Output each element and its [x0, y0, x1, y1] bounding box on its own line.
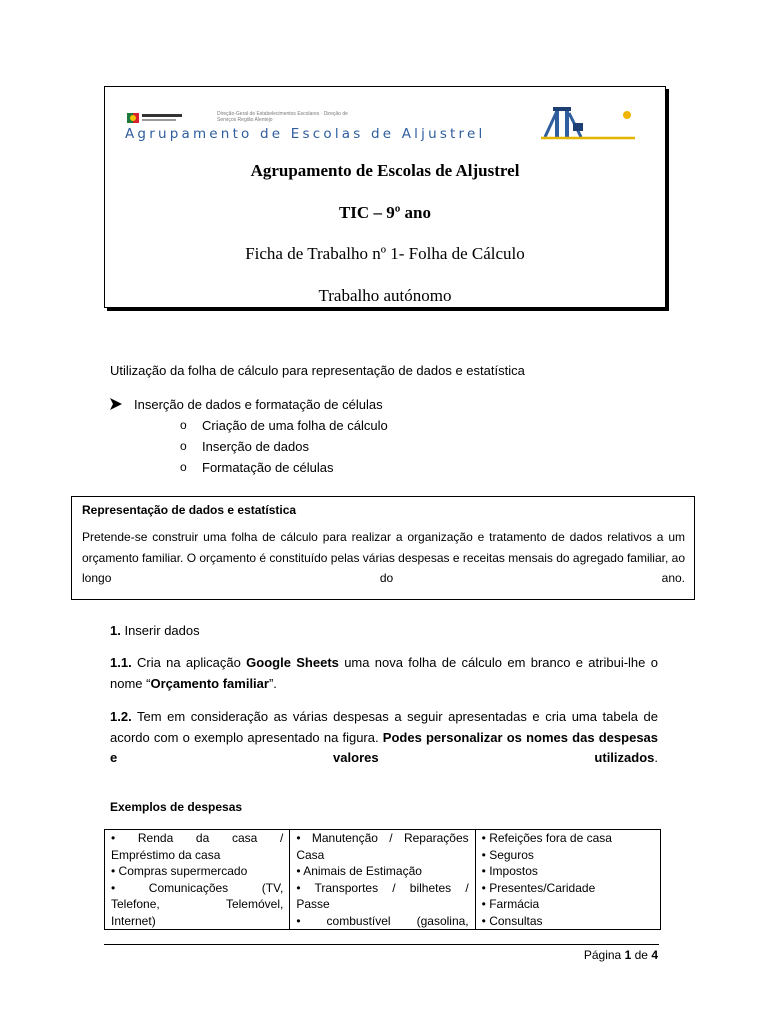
expense-line: • Manutenção / Reparações [296, 831, 469, 845]
worksheet-title: Ficha de Trabalho nº 1- Folha de Cálculo [245, 244, 525, 263]
expense-line: Empréstimo da casa [111, 847, 221, 862]
arrow-bullet-icon [110, 398, 122, 410]
expense-line: • Animais de Estimação [296, 864, 422, 878]
aljustrel-mine-logo-icon [541, 105, 641, 141]
section-text: Inserir dados [124, 623, 200, 638]
expenses-column-2 [290, 830, 475, 930]
course-title: TIC – 9º ano [338, 203, 432, 222]
representation-title: Representação de dados e estatística [82, 503, 297, 517]
section-text: Tem em consideração as várias despesas a seguir apresentadas e cria uma tabela de acordo com o exemplo apresentado na figura. [110, 709, 658, 745]
section-text: Cria na aplicação [137, 655, 241, 670]
footer-divider [104, 944, 659, 945]
page-total: 4 [651, 948, 658, 962]
portugal-government-logo-icon [127, 111, 187, 125]
expense-line: • combustível (gasolina, [296, 913, 469, 928]
table-row [105, 830, 661, 930]
section-number: 1.2. [110, 709, 132, 724]
page-number: 1 [624, 948, 632, 962]
topic-main: Inserção de dados e formatação de células [134, 397, 383, 412]
section-text: . [654, 750, 658, 765]
document-header [104, 86, 666, 308]
intro-text: Utilização da folha de cálculo para representação de dados e estatística [110, 363, 525, 378]
expense-line: • Presentes/Caridade [481, 880, 596, 895]
representation-box [71, 496, 695, 600]
expense-line: Casa [296, 847, 325, 862]
section-number: 1.1. [110, 655, 132, 670]
section-text: ”. [268, 675, 277, 691]
banner-subtitle: Direção-Geral de Estabelecimentos Escolares · Direção de Serviços Região Alentejo [217, 111, 348, 123]
topic-sub: Inserção de dados [202, 439, 309, 454]
work-mode: Trabalho autónomo [318, 286, 452, 305]
expense-line: Internet) [111, 913, 156, 928]
expense-line: • Impostos [481, 864, 538, 878]
page-label: Página [583, 948, 622, 962]
expenses-column-1 [105, 830, 290, 930]
expense-line: • Refeições fora de casa [481, 831, 612, 845]
examples-title: Exemplos de despesas [110, 800, 243, 814]
expense-line: • Transportes / bilhetes / [296, 880, 469, 895]
expense-line: Passe [296, 897, 330, 911]
section-emphasis: Podes personalizar os nomes das despesas e valores utilizados [110, 729, 659, 765]
list-item [110, 415, 388, 436]
section-1 [110, 621, 658, 642]
expense-line: • Compras supermercado [111, 864, 248, 878]
school-name: Agrupamento de Escolas de Aljustrel [250, 161, 520, 180]
section-1-1 [110, 653, 658, 694]
circle-bullet-icon: o [180, 460, 187, 474]
page-of: de [634, 948, 648, 962]
file-name: Orçamento familiar [150, 675, 269, 691]
list-item [110, 457, 388, 478]
list-item [110, 436, 388, 457]
topics-list [110, 394, 388, 478]
expense-line: • Farmácia [481, 897, 540, 911]
page-footer [584, 947, 658, 963]
representation-text: Pretende-se construir uma folha de cálculo para realizar a organização e tratamento de dados relativos a um orçamento familiar. O orçamento é constituído pelas várias despesas e receitas mensais do agregado familiar, ao longo do ano. [82, 530, 685, 585]
topic-sub: Formatação de células [202, 460, 334, 475]
expense-line: • Renda da casa / [111, 831, 284, 845]
app-name: Google Sheets [246, 655, 339, 670]
section-text: uma nova folha de cálculo em branco e atribui-lhe o nome “ [110, 655, 658, 691]
expenses-column-3 [475, 830, 660, 930]
section-1-2 [110, 707, 658, 769]
expense-line: • Comunicações (TV, [111, 880, 284, 895]
circle-bullet-icon: o [180, 418, 187, 432]
list-item [110, 394, 388, 415]
school-banner [123, 105, 643, 145]
circle-bullet-icon: o [180, 439, 187, 453]
section-number: 1. [110, 623, 121, 638]
expenses-table [104, 829, 661, 930]
expense-line: • Consultas [481, 913, 543, 928]
banner-title: Agrupamento de Escolas de Aljustrel [125, 126, 486, 142]
expense-line: Telefone, Telemóvel, [111, 897, 284, 911]
topic-sub: Criação de uma folha de cálculo [202, 418, 388, 433]
expense-line: • Seguros [481, 847, 534, 862]
